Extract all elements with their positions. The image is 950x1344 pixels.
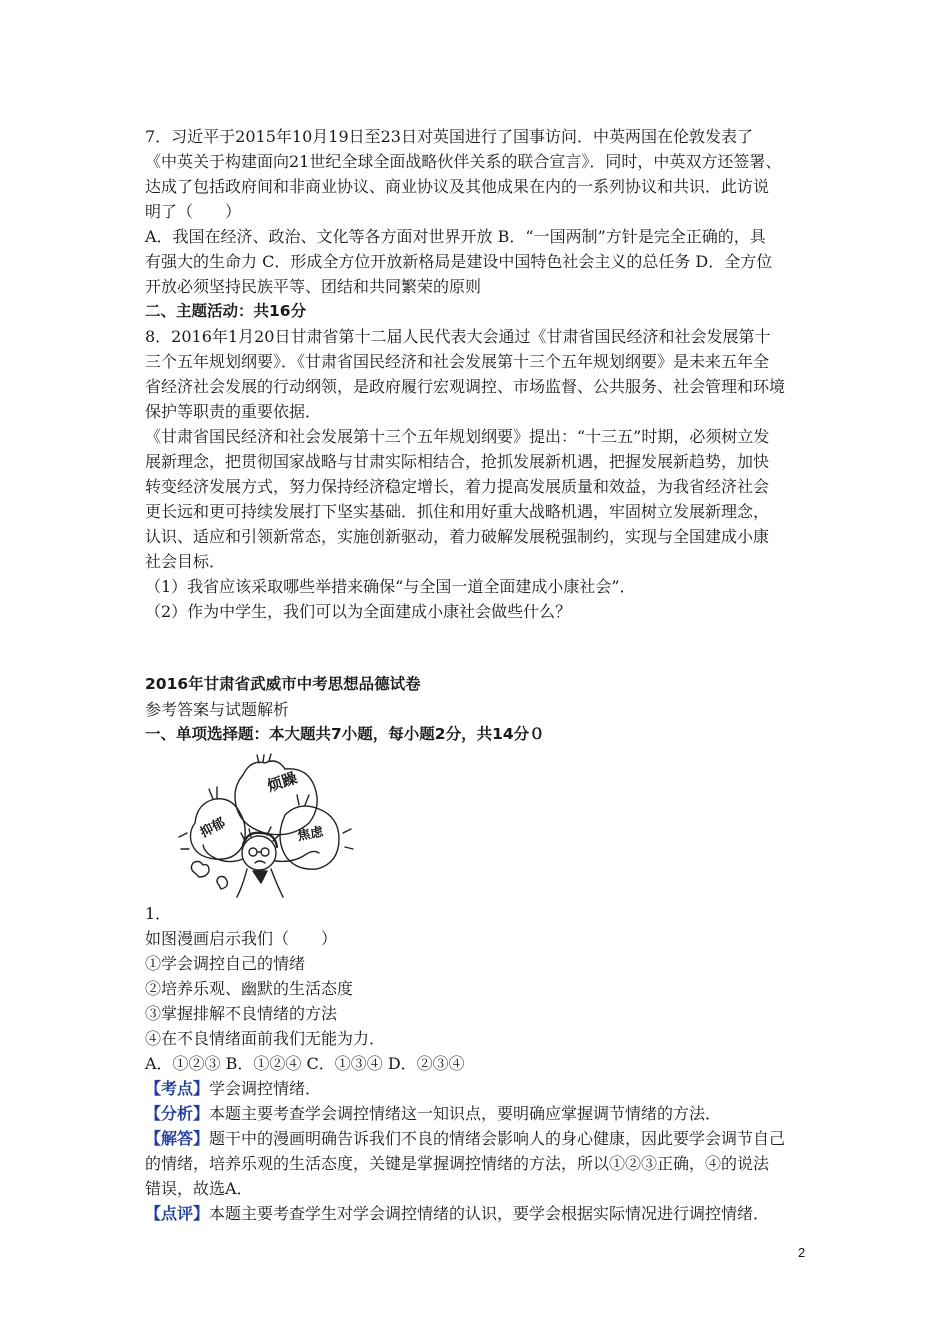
question-7 <box>145 124 815 299</box>
question-7-line: 《中英关于构建面向21世纪全球全面战略伙伴关系的联合宣言》．同时，中英双方还签署、 <box>145 152 782 171</box>
question-8-line: 三个五年规划纲要》．《甘肃省国民经济和社会发展第十三个五年规划纲要》是未来五年全 <box>145 352 770 371</box>
question-7-option-line: 有强大的生命力 C．形成全方位开放新格局是建设中国特色社会主义的总任务 D．全方位 <box>145 252 773 271</box>
question-8-line: 8．2016年1月20日甘肃省第十二届人民代表大会通过《甘肃省国民经济和社会发展第十 <box>145 327 771 346</box>
kaodian-text: 学会调控情绪． <box>209 1079 322 1098</box>
question-8-subquestion: （2）作为中学生，我们可以为全面建成小康社会做些什么？ <box>145 602 572 621</box>
section-2-title: 二、主题活动：共16分 <box>145 302 307 320</box>
question-1-choices: A．①②③ B．①②④ C．①③④ D．②③④ <box>145 1054 465 1073</box>
cartoon-illustration <box>173 753 373 901</box>
jieda-row <box>145 1126 815 1151</box>
kaodian-tag: 【考点】 <box>145 1079 210 1098</box>
answer-title: 2016年甘肃省武威市中考思想品德试卷 <box>145 675 421 693</box>
jieda-text: 错误，故选A． <box>145 1179 253 1198</box>
question-1-option: ③掌握排解不良情绪的方法 <box>145 1004 338 1023</box>
dianping-row <box>145 1201 815 1226</box>
question-8-line: 《甘肃省国民经济和社会发展第十三个五年规划纲要》提出：“十三五”时期，必须树立发 <box>145 427 770 446</box>
question-8 <box>145 324 815 624</box>
question-1 <box>145 901 815 1226</box>
question-1-stem: 如图漫画启示我们（ ） <box>145 929 338 948</box>
page-number: 2 <box>798 1245 806 1260</box>
question-7-line: 明了（ ） <box>145 202 242 221</box>
question-7-line: 7．习近平于2015年10月19日至23日对英国进行了国事访问．中英两国在伦敦发表了 <box>145 127 753 146</box>
dianping-text: 本题主要考查学生对学会调控情绪的认识，要学会根据实际情况进行调控情绪． <box>209 1204 770 1223</box>
person-head-icon <box>242 836 276 870</box>
jieda-tag: 【解答】 <box>145 1129 210 1148</box>
question-1-option: ①学会调控自己的情绪 <box>145 954 306 973</box>
question-1-option: ④在不良情绪面前我们无能为力． <box>145 1029 386 1048</box>
page-content <box>145 124 815 1226</box>
question-8-line: 更长远和更可持续发展打下坚实基础．抓住和用好重大战略机遇，牢固树立发展新理念， <box>145 502 770 521</box>
question-7-option-line: A．我国在经济、政治、文化等各方面对世界开放 B．“一国两制”方针是完全正确的，具 <box>145 227 766 246</box>
question-7-line: 达成了包括政府间和非商业协议、商业协议及其他成果在内的一系列协议和共识．此访说 <box>145 177 770 196</box>
jieda-text: 题干中的漫画明确告诉我们不良的情绪会影响人的身心健康，因此要学会调节自己 <box>209 1129 786 1148</box>
dianping-tag: 【点评】 <box>145 1204 210 1223</box>
fenxi-tag: 【分析】 <box>145 1104 210 1123</box>
section-1-title: 一、单项选择题：本大题共7小题，每小题2分，共14分０ <box>145 725 545 743</box>
question-1-number: 1． <box>145 904 172 923</box>
kaodian-row <box>145 1076 815 1101</box>
spacer <box>145 624 815 672</box>
cartoon-label-jiaolv: 焦虑 <box>296 824 325 845</box>
jieda-text: 的情绪，培养乐观的生活态度，关键是掌握调控情绪的方法，所以①②③正确，④的说法 <box>145 1154 770 1173</box>
question-7-option-line: 开放必须坚持民族平等、团结和共同繁荣的原则 <box>145 277 482 296</box>
question-8-line: 展新理念，把贯彻国家战略与甘肃实际相结合，抢抓发展新机遇，把握发展新趋势，加快 <box>145 452 770 471</box>
question-8-line: 转变经济发展方式，努力保持经济稳定增长，着力提高发展质量和效益，为我省经济社会 <box>145 477 770 496</box>
question-8-line: 省经济社会发展的行动纲领，是政府履行宏观调控、市场监督、公共服务、社会管理和环境 <box>145 377 786 396</box>
answer-subtitle: 参考答案与试题解析 <box>145 700 290 719</box>
cartoon-label-fanzao: 烦躁 <box>265 768 300 796</box>
question-8-line: 保护等职责的重要依据． <box>145 402 322 421</box>
fenxi-text: 本题主要考查学会调控情绪这一知识点，要明确应掌握调节情绪的方法． <box>209 1104 722 1123</box>
question-8-line: 社会目标． <box>145 552 226 571</box>
question-8-line: 认识、适应和引领新常态，实施创新驱动，着力破解发展税强制约，实现与全国建成小康 <box>145 527 770 546</box>
question-1-option: ②培养乐观、幽默的生活态度 <box>145 979 354 998</box>
question-8-subquestion: （1）我省应该采取哪些举措来确保“与全国一道全面建成小康社会”． <box>145 577 636 596</box>
fenxi-row <box>145 1101 815 1126</box>
cartoon-label-yiyu: 抑郁 <box>197 815 228 841</box>
